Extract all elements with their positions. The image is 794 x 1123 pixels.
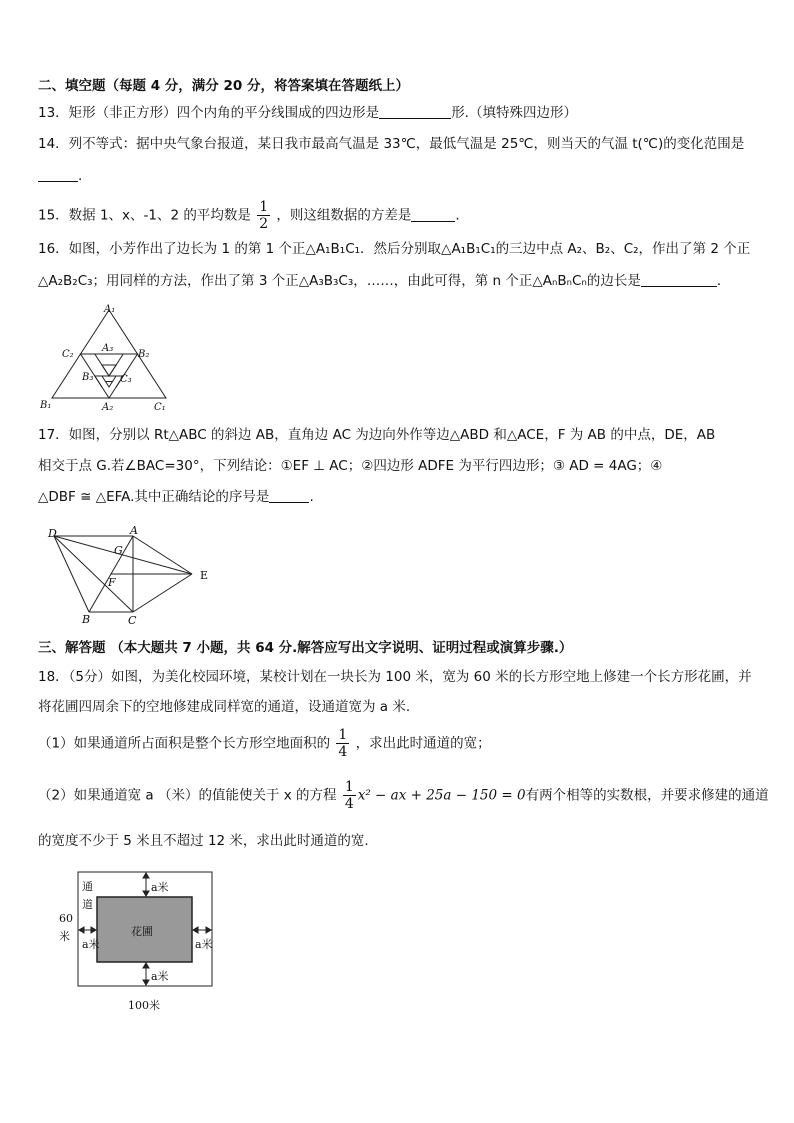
q18-part2-frac-num: 1	[344, 779, 354, 795]
q14-end: .	[78, 168, 83, 184]
label-C3: C₃	[120, 374, 132, 385]
q15-answer-blank[interactable]	[411, 207, 455, 222]
label-C: C	[128, 614, 137, 626]
label-A: A	[130, 524, 138, 537]
q18-part2-text-a: （2）如果通道宽 a （米）的值能使关于 x 的方程	[38, 787, 337, 804]
segment-DE	[54, 536, 192, 574]
question-13	[38, 103, 577, 123]
label-C2: C₂	[62, 349, 74, 360]
question-17-line3	[38, 487, 314, 507]
q17-end: .	[309, 489, 314, 505]
q14-answer-blank[interactable]	[38, 167, 78, 182]
q15-text-a: 15．数据 1、x、-1、2 的平均数是	[38, 207, 251, 224]
section3-heading: 三、解答题 （本大题共 7 小题，共 64 分.解答应写出文字说明、证明过程或演算步骤.）	[38, 640, 573, 656]
label-width-number: 60	[59, 912, 73, 925]
label-width-unit: 米	[59, 930, 70, 943]
q17-geometry-figure	[44, 524, 224, 626]
q14-answer-line	[38, 166, 82, 186]
q18-part2-fraction	[343, 779, 356, 812]
q18-part1-text-a: （1）如果通道所占面积是整个长方形空地面积的	[38, 735, 331, 752]
segment-AE	[133, 536, 192, 574]
segment-DB	[54, 536, 89, 612]
label-E: E	[200, 569, 209, 582]
q18-part1-frac-den: 4	[338, 744, 348, 760]
q16-end: .	[716, 273, 722, 289]
question-16-line2	[38, 271, 721, 291]
q13-text-a: 13．矩形（非正方形）四个内角的平分线围成的四边形是	[38, 105, 380, 121]
label-length: 100米	[128, 999, 160, 1012]
q15-fraction	[257, 199, 270, 232]
label-A2: A₂	[102, 402, 114, 413]
q18-part2	[38, 779, 769, 812]
q16-triangle-figure	[38, 302, 188, 414]
q16-line2-text: △A₂B₂C₃；用同样的方法，作出了第 3 个正△A₃B₃C₃，……，由此可得，第 n 个正△AₙBₙCₙ的边长是	[38, 273, 641, 289]
q18-part1-fraction	[336, 727, 349, 760]
label-B3: B₃	[82, 372, 94, 383]
label-D: D	[48, 527, 57, 540]
q16-answer-blank[interactable]	[641, 272, 717, 287]
label-a-bottom: a米	[151, 970, 169, 983]
label-garden: 花圃	[131, 925, 153, 938]
question-16-line1: 16．如图，小芳作出了边长为 1 的第 1 个正△A₁B₁C₁．然后分别取△A₁B₁C₁的三边中点 A₂、B₂、C₂，作出了第 2 个正	[38, 241, 751, 257]
q15-end: .	[455, 207, 460, 224]
q15-text-b: ，则这组数据的方差是	[276, 207, 412, 224]
label-a-left: a米	[82, 938, 100, 951]
label-channel-2: 道	[82, 898, 93, 911]
question-18-line2: 将花圃四周余下的空地修建成同样宽的通道，设通道宽为 a 米.	[38, 699, 411, 715]
label-B2: B₂	[138, 349, 150, 360]
label-C1: C₁	[154, 402, 166, 413]
q17-answer-blank[interactable]	[269, 488, 309, 503]
q13-text-b: 形.（填特殊四边形）	[451, 105, 577, 121]
question-15	[38, 199, 460, 232]
q18-part2-equation: x² − ax + 25a − 150 = 0	[357, 787, 526, 804]
q18-part2-text-b: 有两个相等的实数根，并要求修建的通道	[525, 787, 769, 804]
label-A1: A₁	[104, 304, 116, 315]
label-a-top: a米	[151, 881, 169, 894]
q18-part1-frac-num: 1	[338, 727, 348, 743]
question-14: 14．列不等式：据中央气象台报道，某日我市最高气温是 33℃，最低气温是 25℃，则当天的气温 t(℃)的变化范围是	[38, 136, 745, 152]
q15-frac-den: 2	[259, 216, 269, 232]
q18-part1-text-b: ，求出此时通道的宽；	[355, 735, 491, 752]
label-F: F	[108, 576, 116, 589]
question-17-line1: 17．如图，分别以 Rt△ABC 的斜边 AB，直角边 AC 为边向外作等边△ABD 和△ACE，F 为 AB 的中点，DE，AB	[38, 427, 716, 443]
q18-part2-line2: 的宽度不少于 5 米且不超过 12 米，求出此时通道的宽.	[38, 833, 369, 849]
label-B1: B₁	[40, 400, 52, 411]
segment-CE	[133, 574, 192, 612]
question-18-line1: 18．（5分）如图，为美化校园环境，某校计划在一块长为 100 米，宽为 60 米的长方形空地上修建一个长方形花圃，并	[38, 669, 752, 685]
label-a-right: a米	[195, 938, 213, 951]
section2-heading: 二、填空题（每题 4 分，满分 20 分，将答案填在答题纸上）	[38, 78, 409, 94]
q17-line3-text: △DBF ≅ △EFA.其中正确结论的序号是	[38, 489, 270, 505]
label-B: B	[82, 613, 91, 626]
label-A3: A₃	[102, 343, 114, 354]
q15-frac-num: 1	[259, 199, 269, 215]
q13-answer-blank[interactable]	[379, 104, 451, 119]
label-channel-1: 通	[82, 880, 93, 893]
q18-part2-frac-den: 4	[344, 796, 354, 812]
q18-garden-figure	[56, 866, 226, 1016]
q18-part1	[38, 727, 491, 760]
label-G: G	[114, 544, 123, 557]
question-17-line2: 相交于点 G.若∠BAC=30°，下列结论：①EF ⊥ AC；②四边形 ADFE 为平行四边形；③ AD = 4AG；④	[38, 458, 663, 474]
